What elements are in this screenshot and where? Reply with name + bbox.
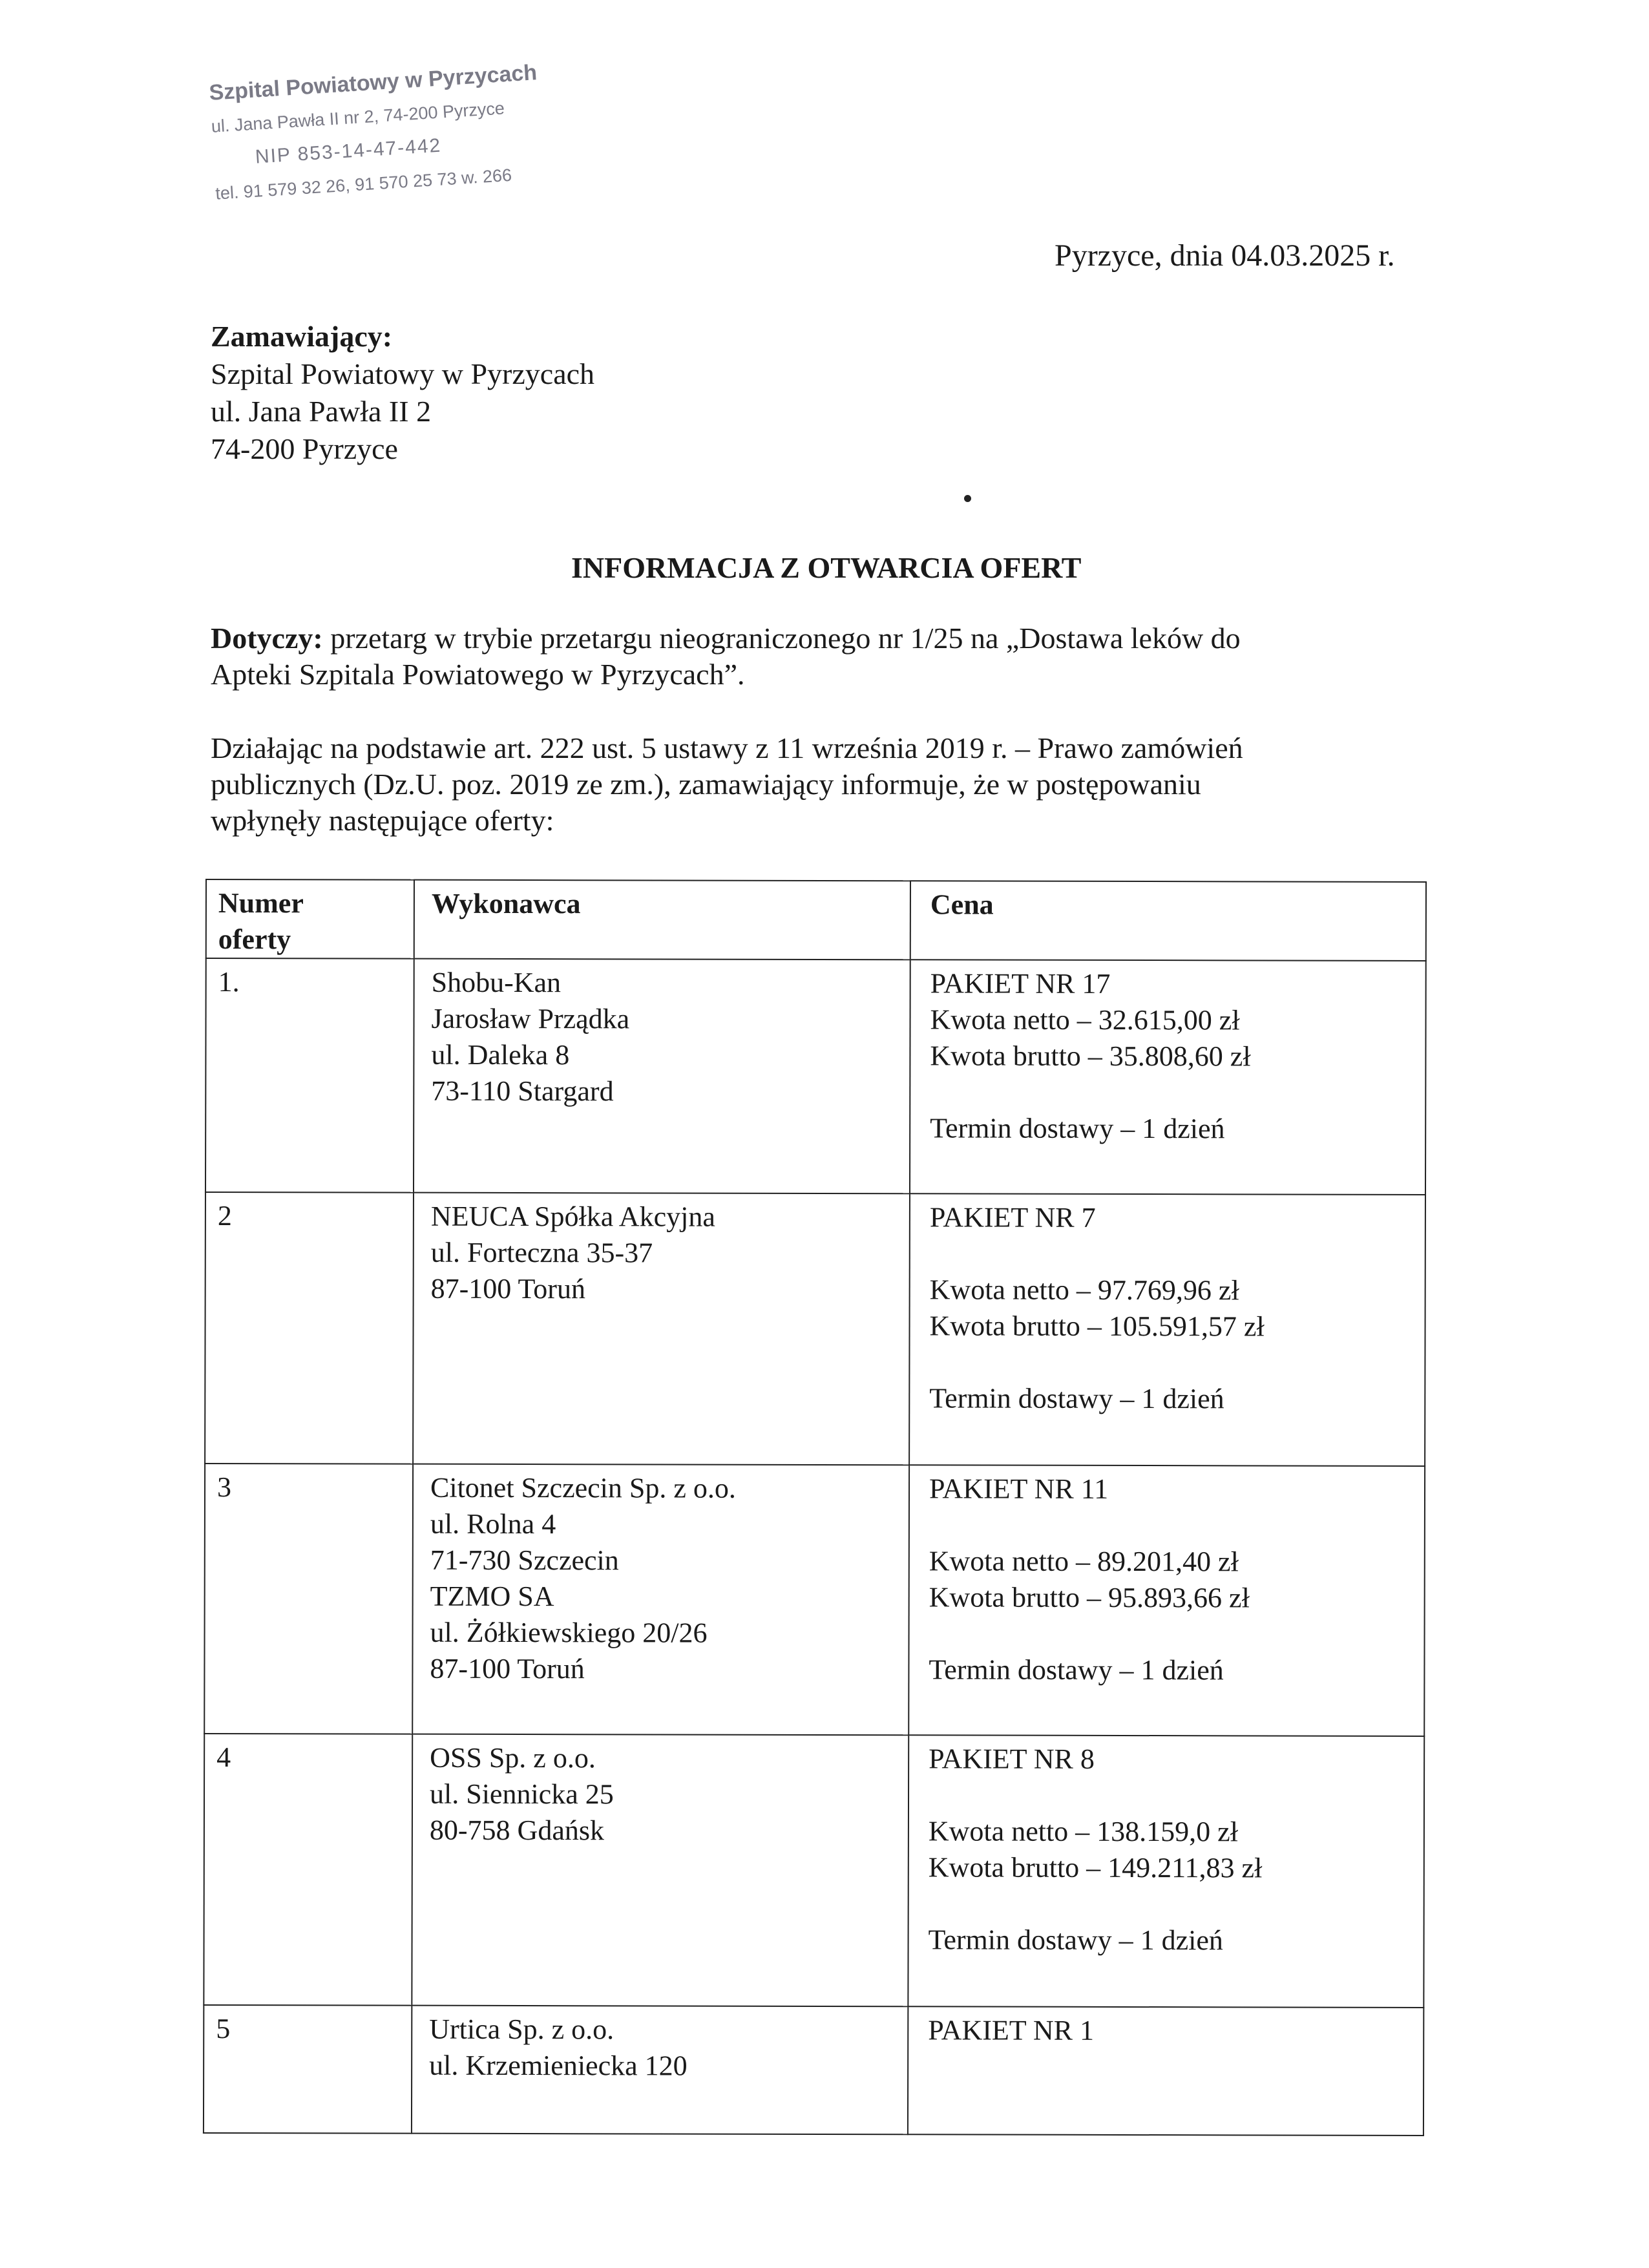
- package-number: PAKIET NR 11: [929, 1473, 1109, 1505]
- delivery-term: Termin dostawy – 1 dzień: [929, 1654, 1224, 1686]
- contractor-line: Urtica Sp. z o.o.: [429, 2013, 614, 2046]
- table-row: [204, 1734, 1424, 2008]
- table-row: [204, 1464, 1425, 1736]
- contractor-line: ul. Forteczna 35-37: [430, 1236, 653, 1269]
- document-date: Pyrzyce, dnia 04.03.2025 r.: [1055, 238, 1395, 273]
- offer-price: [909, 1193, 1425, 1466]
- table-row: [204, 2005, 1423, 2136]
- contractor-line: ul. Rolna 4: [430, 1507, 556, 1540]
- contractor-line: NEUCA Spółka Akcyjna: [430, 1200, 715, 1233]
- contractor-line: 87-100 Toruń: [430, 1652, 585, 1685]
- buyer-block: [211, 318, 594, 468]
- net-amount: Kwota netto – 138.159,0 zł: [928, 1815, 1239, 1848]
- contractor-line: ul. Daleka 8: [431, 1038, 570, 1071]
- package-number: PAKIET NR 1: [928, 2014, 1095, 2046]
- contractor-line: OSS Sp. z o.o.: [430, 1741, 596, 1774]
- offer-contractor: [413, 1193, 910, 1465]
- stamp-name: Szpital Powiatowy w Pyrzycach: [208, 60, 538, 105]
- contractor-line: TZMO SA: [430, 1580, 554, 1613]
- offer-number: 1.: [205, 958, 414, 1193]
- gross-amount: Kwota brutto – 95.893,66 zł: [929, 1581, 1250, 1614]
- contractor-line: ul. Krzemieniecka 120: [429, 2049, 688, 2082]
- stamp-phone: tel. 91 579 32 26, 91 570 25 73 w. 266: [215, 165, 512, 204]
- offer-contractor: [412, 2006, 908, 2135]
- contractor-line: 73-110 Stargard: [431, 1075, 614, 1108]
- header-number: [206, 879, 414, 959]
- offer-price: [908, 1735, 1424, 2008]
- gross-amount: Kwota brutto – 105.591,57 zł: [929, 1310, 1265, 1343]
- offer-contractor: [412, 1464, 909, 1736]
- header-price: Cena: [910, 881, 1426, 961]
- offer-price: [909, 1465, 1425, 1736]
- legal-paragraph: [211, 730, 1436, 839]
- delivery-term: Termin dostawy – 1 dzień: [928, 1924, 1223, 1957]
- contractor-line: Shobu-Kan: [431, 966, 562, 999]
- subject-label: Dotyczy:: [211, 622, 323, 655]
- table-row: [205, 958, 1426, 1195]
- legal-line-2: publicznych (Dz.U. poz. 2019 ze zm.), zamawiający informuje, że w postępowaniu: [211, 768, 1201, 801]
- delivery-term: Termin dostawy – 1 dzień: [930, 1112, 1225, 1145]
- header-number-line-2: oferty: [218, 923, 291, 956]
- offer-number: 4: [204, 1734, 412, 2006]
- gross-amount: Kwota brutto – 149.211,83 zł: [928, 1851, 1263, 1884]
- offer-price: [910, 960, 1426, 1195]
- header-contractor: Wykonawca: [414, 880, 910, 960]
- subject-line-1: przetarg w trybie przetargu nieograniczonego nr 1/25 na „Dostawa leków do: [330, 622, 1241, 655]
- gross-amount: Kwota brutto – 35.808,60 zł: [930, 1040, 1251, 1073]
- contractor-line: 87-100 Toruń: [430, 1272, 586, 1305]
- package-number: PAKIET NR 8: [929, 1743, 1095, 1775]
- offer-number: 5: [204, 2005, 412, 2134]
- offer-number: 3: [204, 1464, 413, 1734]
- document-title: INFORMACJA Z OTWARCIA OFERT: [571, 551, 1082, 584]
- package-number: PAKIET NR 7: [929, 1201, 1096, 1234]
- offer-contractor: [412, 1734, 909, 2007]
- offer-price: [908, 2006, 1423, 2136]
- table-row: [205, 1192, 1425, 1466]
- offer-contractor: [414, 959, 910, 1194]
- header-number-line-1: Numer: [218, 887, 304, 919]
- offers-table: [203, 879, 1427, 2136]
- legal-line-3: wpłynęły następujące oferty:: [211, 804, 554, 837]
- net-amount: Kwota netto – 32.615,00 zł: [930, 1003, 1240, 1036]
- subject-paragraph: [211, 620, 1436, 693]
- subject-line-2: Apteki Szpitala Powiatowego w Pyrzycach”.: [211, 658, 745, 691]
- legal-line-1: Działając na podstawie art. 222 ust. 5 ustawy z 11 września 2019 r. – Prawo zamówień: [211, 731, 1243, 764]
- buyer-city: 74-200 Pyrzyce: [211, 432, 398, 465]
- contractor-line: Jarosław Prządka: [431, 1002, 630, 1035]
- buyer-name: Szpital Powiatowy w Pyrzycach: [211, 357, 595, 390]
- stamp-nip: NIP 853-14-47-442: [254, 134, 443, 168]
- hospital-stamp: [208, 54, 578, 211]
- buyer-label: Zamawiający:: [211, 320, 393, 353]
- contractor-line: Citonet Szczecin Sp. z o.o.: [430, 1471, 736, 1504]
- net-amount: Kwota netto – 97.769,96 zł: [929, 1274, 1239, 1307]
- offer-number: 2: [205, 1192, 414, 1464]
- table-header-row: [206, 879, 1426, 961]
- delivery-term: Termin dostawy – 1 dzień: [929, 1382, 1224, 1415]
- contractor-line: ul. Siennicka 25: [429, 1778, 614, 1811]
- stamp-address: ul. Jana Pawła II nr 2, 74-200 Pyrzyce: [210, 98, 505, 136]
- contractor-line: ul. Żółkiewskiego 20/26: [430, 1616, 708, 1649]
- buyer-street: ul. Jana Pawła II 2: [211, 395, 432, 428]
- net-amount: Kwota netto – 89.201,40 zł: [929, 1545, 1239, 1578]
- package-number: PAKIET NR 17: [930, 967, 1111, 1000]
- contractor-line: 80-758 Gdańsk: [429, 1814, 605, 1847]
- stray-dot: [964, 495, 971, 502]
- contractor-line: 71-730 Szczecin: [430, 1544, 619, 1577]
